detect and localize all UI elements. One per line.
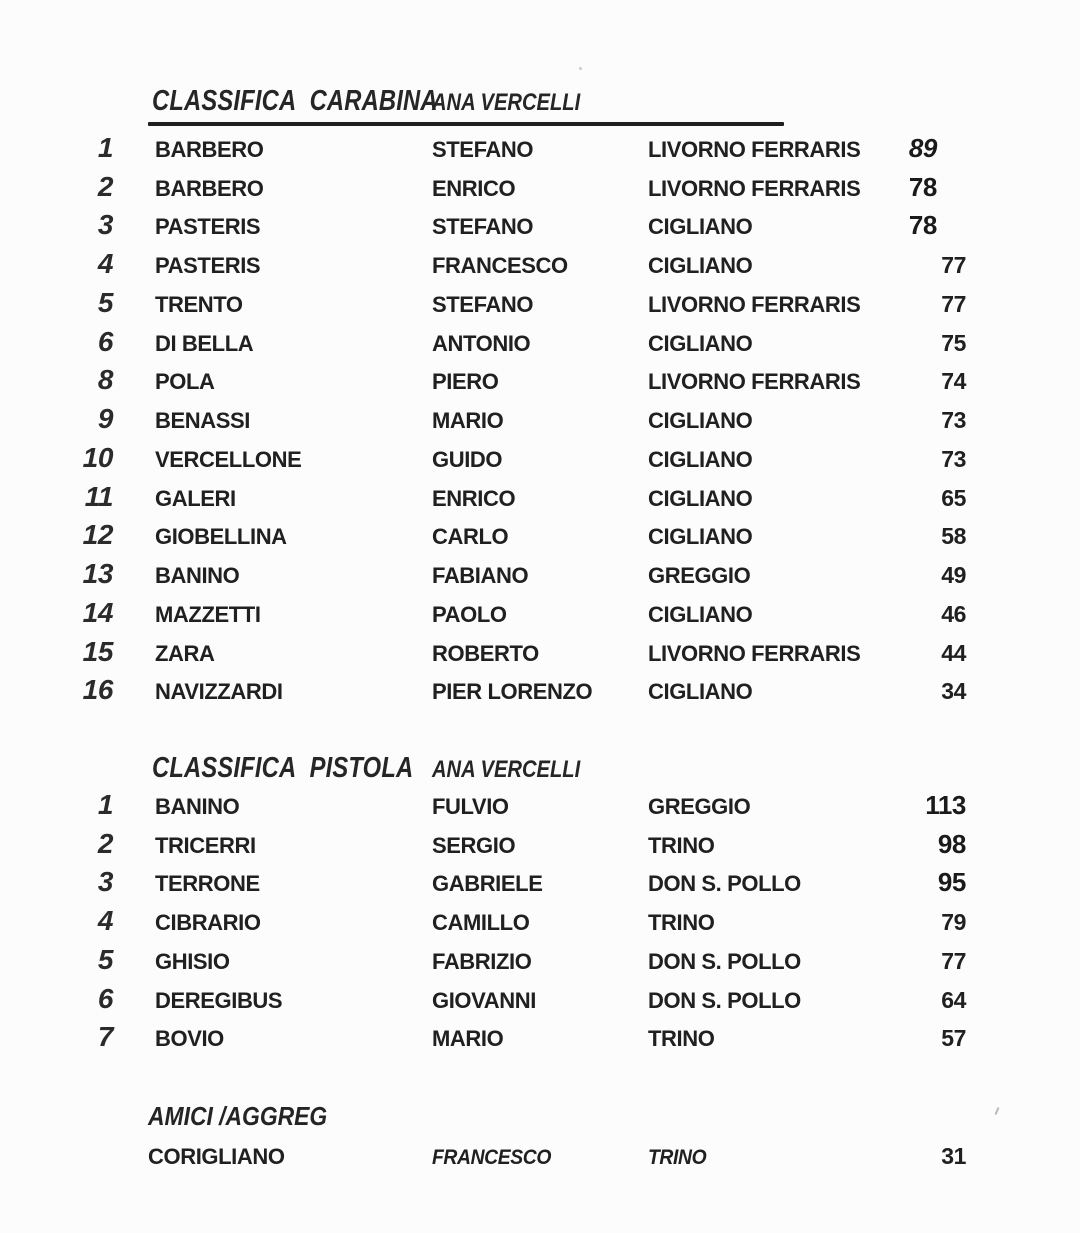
- surname-cell: BANINO: [155, 563, 240, 588]
- surname-cell: POLA: [155, 369, 215, 395]
- pistola-section-title: CLASSIFICA PISTOLA: [152, 752, 414, 784]
- carabina-section-subtitle: ANA VERCELLI: [432, 89, 581, 116]
- scan-speck-artifact: [579, 67, 582, 70]
- carabina-ranking-table: [0, 130, 1080, 711]
- score-cell: 73: [941, 445, 966, 472]
- first-name-cell: CAMILLO: [432, 910, 530, 935]
- table-row: [0, 401, 1080, 440]
- table-row: [0, 865, 1080, 904]
- town-cell: TRINO: [648, 1145, 707, 1169]
- score-cell: 57: [941, 1025, 966, 1052]
- surname-cell: NAVIZZARDI: [155, 679, 283, 705]
- town-cell: CIGLIANO: [648, 524, 753, 550]
- surname-cell: BENASSI: [155, 408, 250, 433]
- score-cell: 98: [937, 828, 966, 859]
- first-name-cell: ANTONIO: [432, 330, 531, 356]
- table-row: [0, 130, 1080, 169]
- town-cell: CIGLIANO: [648, 601, 753, 627]
- first-name-cell: GABRIELE: [432, 871, 543, 897]
- rank-cell: 12: [82, 519, 113, 551]
- rank-cell: 8: [97, 364, 113, 396]
- first-name-cell: PIERO: [432, 369, 499, 395]
- score-cell: 89: [908, 132, 937, 163]
- first-name-cell: MARIO: [432, 1026, 504, 1052]
- first-name-cell: STEFANO: [432, 291, 534, 317]
- table-row: [0, 440, 1080, 479]
- pistola-ranking-table: [0, 787, 1080, 1058]
- table-row: [0, 246, 1080, 285]
- town-cell: CIGLIANO: [648, 330, 753, 356]
- rank-cell: 3: [97, 866, 113, 898]
- table-row: [0, 981, 1080, 1020]
- score-cell: 77: [941, 290, 966, 317]
- surname-cell: PASTERIS: [155, 253, 261, 278]
- score-cell: 65: [941, 484, 966, 511]
- table-row: [0, 556, 1080, 595]
- town-cell: LIVORNO FERRARIS: [648, 369, 861, 395]
- town-cell: CIGLIANO: [648, 253, 753, 278]
- rank-cell: 15: [82, 635, 113, 667]
- first-name-cell: FRANCESCO: [432, 253, 568, 278]
- first-name-cell: PIER LORENZO: [432, 679, 593, 705]
- first-name-cell: STEFANO: [432, 214, 534, 240]
- surname-cell: ZARA: [155, 640, 215, 666]
- score-cell: 73: [941, 407, 966, 433]
- table-row: [0, 673, 1080, 712]
- town-cell: DON S. POLLO: [648, 987, 801, 1013]
- first-name-cell: ENRICO: [432, 485, 516, 511]
- surname-cell: CIBRARIO: [155, 910, 261, 935]
- first-name-cell: MARIO: [432, 408, 504, 433]
- first-name-cell: PAOLO: [432, 601, 507, 627]
- town-cell: TRINO: [648, 832, 715, 858]
- score-cell: 31: [941, 1142, 966, 1169]
- town-cell: CIGLIANO: [648, 446, 753, 472]
- amici-table: [0, 1137, 1080, 1176]
- table-row: [0, 285, 1080, 324]
- table-row: [0, 1020, 1080, 1059]
- rank-cell: 6: [97, 325, 113, 357]
- score-cell: 44: [941, 639, 966, 666]
- score-cell: 78: [908, 171, 937, 202]
- score-cell: 77: [941, 947, 966, 974]
- amici-section-title: AMICI /AGGREG: [148, 1101, 328, 1131]
- rank-cell: 16: [82, 674, 113, 706]
- rank-cell: 5: [97, 943, 113, 975]
- town-cell: TRINO: [648, 910, 715, 935]
- table-row: [0, 595, 1080, 634]
- table-row: [0, 942, 1080, 981]
- score-cell: 77: [941, 252, 966, 278]
- rank-cell: 10: [82, 441, 113, 473]
- town-cell: LIVORNO FERRARIS: [648, 291, 861, 317]
- surname-cell: DEREGIBUS: [155, 987, 283, 1013]
- surname-cell: CORIGLIANO: [148, 1143, 285, 1169]
- town-cell: CIGLIANO: [648, 408, 753, 433]
- score-cell: 64: [941, 986, 966, 1013]
- score-cell: 74: [941, 368, 966, 395]
- carabina-section-title: CLASSIFICA CARABINA: [152, 85, 438, 117]
- rank-cell: 13: [82, 558, 113, 589]
- rank-cell: 14: [82, 596, 113, 628]
- table-row: [0, 826, 1080, 865]
- surname-cell: TRICERRI: [155, 832, 256, 858]
- rank-cell: 9: [97, 403, 113, 434]
- table-row: [0, 634, 1080, 673]
- first-name-cell: ENRICO: [432, 175, 516, 201]
- town-cell: LIVORNO FERRARIS: [648, 640, 861, 666]
- town-cell: CIGLIANO: [648, 485, 753, 511]
- town-cell: LIVORNO FERRARIS: [648, 175, 861, 201]
- table-row: [0, 479, 1080, 518]
- rank-cell: 4: [97, 905, 113, 936]
- score-cell: 95: [937, 867, 966, 898]
- table-row: [0, 1137, 1080, 1176]
- first-name-cell: GIOVANNI: [432, 987, 536, 1013]
- surname-cell: BOVIO: [155, 1026, 224, 1052]
- rank-cell: 4: [97, 248, 113, 279]
- first-name-cell: STEFANO: [432, 136, 534, 162]
- score-cell: 75: [941, 329, 966, 356]
- surname-cell: GHISIO: [155, 948, 230, 974]
- score-cell: 78: [908, 210, 937, 241]
- first-name-cell: FULVIO: [432, 793, 509, 819]
- score-cell: 79: [941, 909, 966, 935]
- first-name-cell: FRANCESCO: [432, 1145, 552, 1169]
- rank-cell: 5: [97, 286, 113, 318]
- surname-cell: PASTERIS: [155, 214, 261, 240]
- town-cell: GREGGIO: [648, 793, 751, 819]
- first-name-cell: FABRIZIO: [432, 948, 532, 974]
- scan-tick-artifact: [994, 1107, 999, 1115]
- first-name-cell: SERGIO: [432, 832, 516, 858]
- rank-cell: 11: [84, 480, 113, 512]
- surname-cell: GIOBELLINA: [155, 524, 287, 550]
- rank-cell: 2: [97, 170, 113, 202]
- surname-cell: BANINO: [155, 793, 240, 819]
- first-name-cell: GUIDO: [432, 446, 503, 472]
- town-cell: GREGGIO: [648, 563, 751, 588]
- score-cell: 49: [941, 562, 966, 588]
- score-cell: 58: [941, 523, 966, 550]
- town-cell: DON S. POLLO: [648, 948, 801, 974]
- table-row: [0, 208, 1080, 247]
- score-cell: 34: [941, 678, 966, 705]
- score-cell: 46: [941, 600, 966, 627]
- first-name-cell: CARLO: [432, 524, 509, 550]
- surname-cell: GALERI: [155, 485, 236, 511]
- first-name-cell: ROBERTO: [432, 640, 539, 666]
- rank-cell: 1: [97, 788, 113, 820]
- table-row: [0, 169, 1080, 208]
- rank-cell: 6: [97, 982, 113, 1014]
- town-cell: CIGLIANO: [648, 214, 753, 240]
- surname-cell: BARBERO: [155, 136, 264, 162]
- surname-cell: BARBERO: [155, 175, 264, 201]
- surname-cell: TRENTO: [155, 291, 243, 317]
- surname-cell: MAZZETTI: [155, 601, 261, 627]
- score-cell: 113: [925, 789, 966, 820]
- rank-cell: 7: [97, 1021, 113, 1053]
- rank-cell: 2: [97, 827, 113, 859]
- rank-cell: 1: [97, 131, 113, 163]
- table-row: [0, 324, 1080, 363]
- table-row: [0, 518, 1080, 557]
- pistola-section-subtitle: ANA VERCELLI: [432, 756, 581, 783]
- surname-cell: VERCELLONE: [155, 446, 302, 472]
- table-row: [0, 903, 1080, 942]
- surname-cell: DI BELLA: [155, 330, 254, 356]
- table-row: [0, 363, 1080, 402]
- first-name-cell: FABIANO: [432, 563, 529, 588]
- table-row: [0, 787, 1080, 826]
- town-cell: DON S. POLLO: [648, 871, 801, 897]
- title-underline-rule: [148, 122, 784, 126]
- town-cell: TRINO: [648, 1026, 715, 1052]
- town-cell: CIGLIANO: [648, 679, 753, 705]
- town-cell: LIVORNO FERRARIS: [648, 136, 861, 162]
- surname-cell: TERRONE: [155, 871, 260, 897]
- rank-cell: 3: [97, 209, 113, 241]
